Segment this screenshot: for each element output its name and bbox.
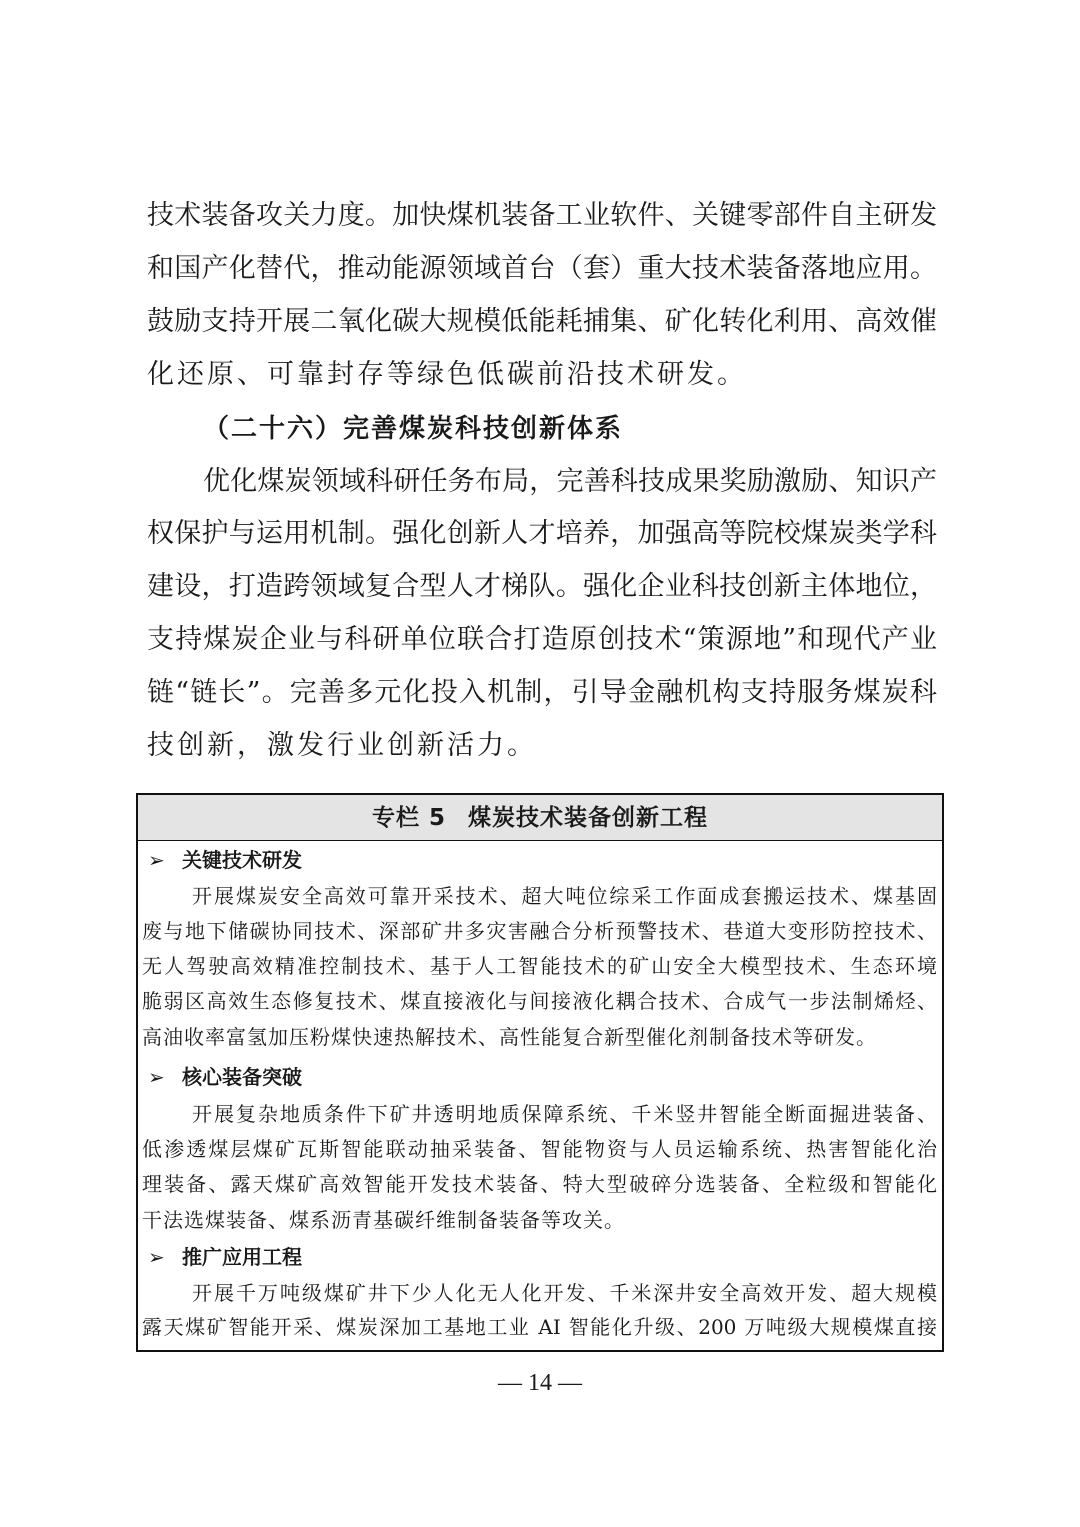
- box-section-heading: [148, 1062, 302, 1092]
- box-section-heading: [148, 845, 302, 875]
- box-section-title: 关键技术研发: [182, 848, 302, 872]
- section-line: 支持煤炭企业与科研单位联合打造原创技术“策源地”和现代产业: [147, 624, 937, 655]
- section-line: 链“链长”。完善多元化投入机制，引导金融机构支持服务煤炭科: [147, 677, 937, 708]
- arrow-bullet-icon: ➢: [148, 1065, 165, 1089]
- box-title: 煤炭技术装备创新工程: [468, 805, 708, 831]
- box-section-title: 核心装备突破: [182, 1065, 302, 1089]
- box-section-heading: [148, 1242, 302, 1272]
- box-line: 干法选煤装备、煤系沥青基碳纤维制备装备等攻关。: [142, 1208, 625, 1232]
- intro-line: 和国产化替代，推动能源领域首台（套）重大技术装备落地应用。: [147, 253, 937, 284]
- section-line: 技创新，激发行业创新活力。: [147, 730, 537, 761]
- box-label: 专栏 5: [371, 805, 446, 831]
- box-section-title: 推广应用工程: [182, 1245, 302, 1269]
- box-line: 低渗透煤层煤矿瓦斯智能联动抽采装备、智能物资与人员运输系统、热害智能化治: [142, 1137, 937, 1161]
- box-line: 脆弱区高效生态修复技术、煤直接液化与间接液化耦合技术、合成气一步法制烯烃、: [142, 989, 937, 1013]
- box-line: 开展千万吨级煤矿井下少人化无人化开发、千米深井安全高效开发、超大规模: [192, 1281, 937, 1305]
- box-line: 废与地下储碳协同技术、深部矿井多灾害融合分析预警技术、巷道大变形防控技术、: [142, 919, 937, 943]
- box-line: 露天煤矿智能开采、煤炭深加工基地工业 AI 智能化升级、200 万吨级大规模煤直接: [142, 1315, 937, 1339]
- box-line: 开展煤炭安全高效可靠开采技术、超大吨位综采工作面成套搬运技术、煤基固: [192, 884, 937, 908]
- section-heading: （二十六）完善煤炭科技创新体系: [203, 414, 624, 444]
- box-line: 高油收率富氢加压粉煤快速热解技术、高性能复合新型催化剂制备技术等研发。: [142, 1025, 877, 1049]
- box-line: 开展复杂地质条件下矿井透明地质保障系统、千米竖井智能全断面掘进装备、: [192, 1102, 937, 1126]
- feature-box: [136, 793, 944, 1352]
- section-line: 权保护与运用机制。强化创新人才培养，加强高等院校煤炭类学科: [147, 518, 937, 549]
- box-line: 理装备、露天煤矿高效智能开发技术装备、特大型破碎分选装备、全粒级和智能化: [142, 1172, 937, 1196]
- page-number: — 14 —: [498, 1370, 582, 1396]
- arrow-bullet-icon: ➢: [148, 848, 165, 872]
- section-line: 优化煤炭领域科研任务布局，完善科技成果奖励激励、知识产: [203, 466, 937, 497]
- intro-line: 鼓励支持开展二氧化碳大规模低能耗捕集、矿化转化利用、高效催: [147, 306, 937, 337]
- intro-line: 技术装备攻关力度。加快煤机装备工业软件、关键零部件自主研发: [147, 200, 937, 231]
- box-line: 无人驾驶高效精准控制技术、基于人工智能技术的矿山安全大模型技术、生态环境: [142, 954, 937, 978]
- arrow-bullet-icon: ➢: [148, 1245, 165, 1269]
- intro-line: 化还原、可靠封存等绿色低碳前沿技术研发。: [147, 359, 747, 390]
- section-line: 建设，打造跨领域复合型人才梯队。强化企业科技创新主体地位，: [147, 571, 937, 602]
- box-header: [138, 795, 942, 841]
